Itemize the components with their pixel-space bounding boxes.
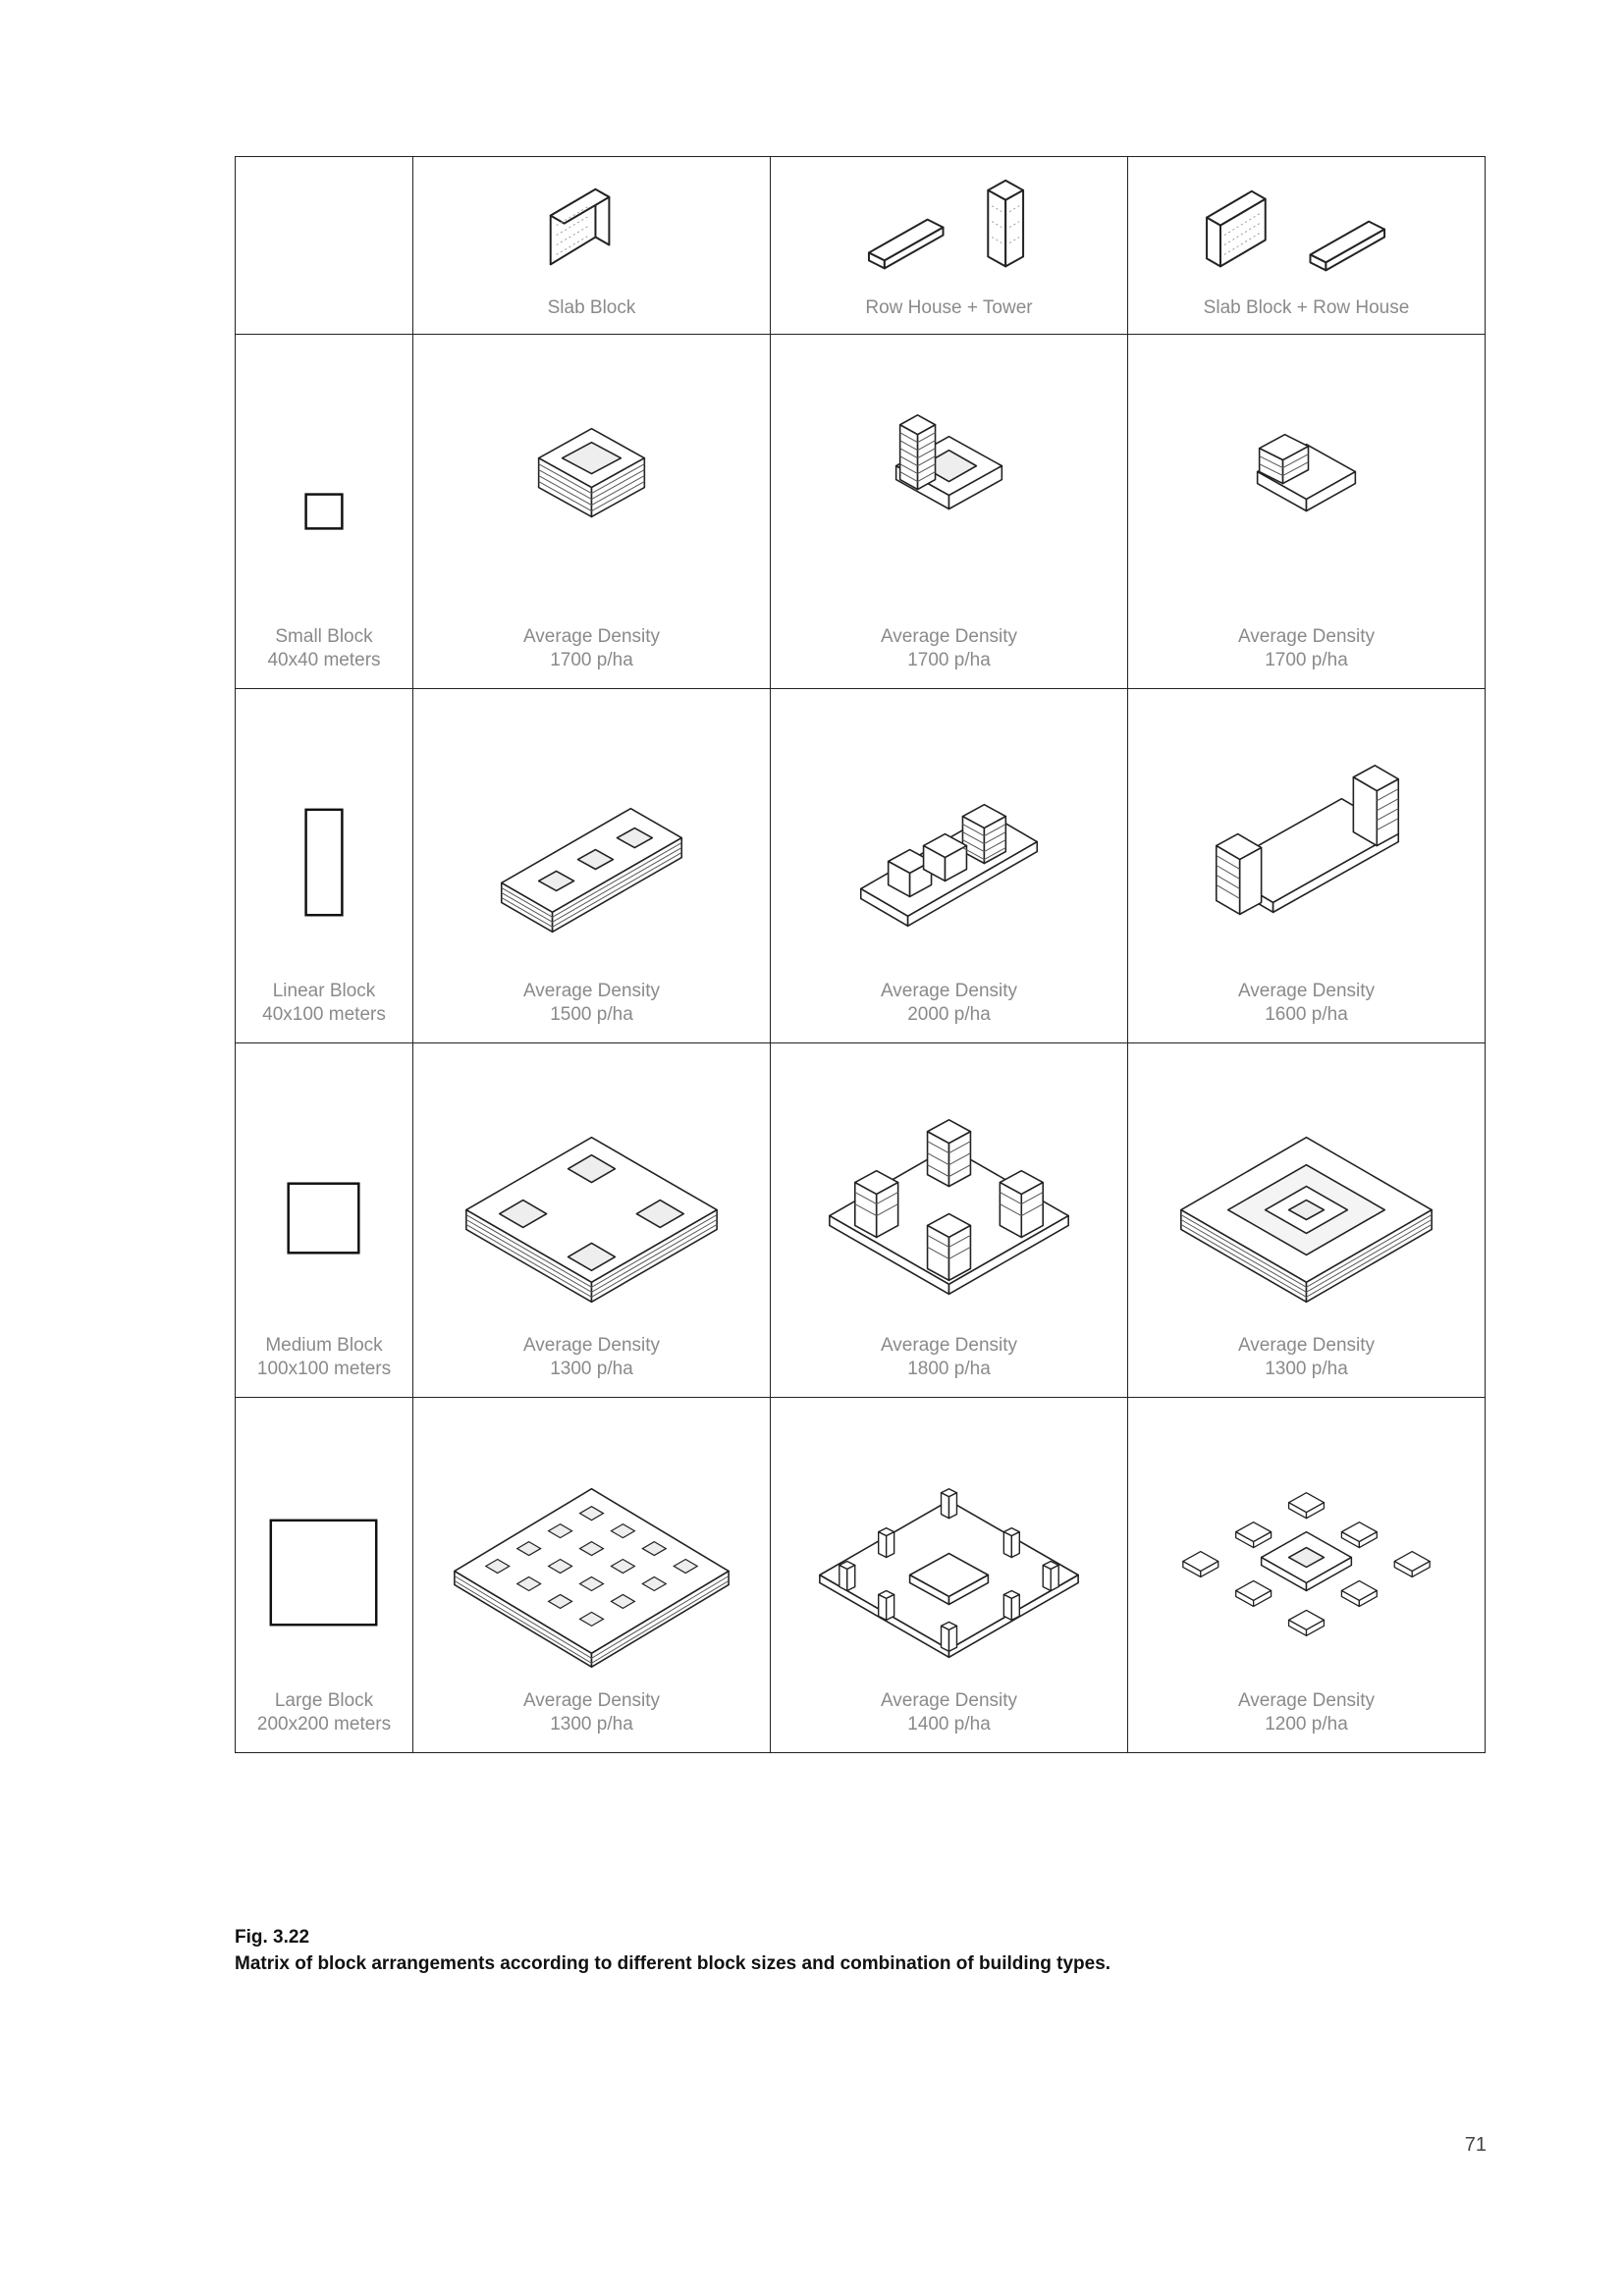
block-size: 100x100 meters: [256, 1359, 392, 1379]
cell-label: Average Density: [880, 1335, 1018, 1356]
density-value: 1700 p/ha: [550, 650, 633, 670]
figure-number: Fig. 3.22: [235, 1927, 310, 1948]
linear-slab-block-cell: [413, 689, 771, 1043]
block-size: 40x100 meters: [262, 1004, 386, 1025]
block-label: Small Block: [275, 626, 373, 647]
cell-label: Average Density: [1237, 981, 1376, 1001]
cell-label: Average Density: [1237, 1335, 1376, 1356]
density-value: 1700 p/ha: [1265, 650, 1348, 670]
density-value: 1700 p/ha: [907, 650, 991, 670]
medium-slab-row-house-cell: [1128, 1043, 1485, 1398]
cell-label: Average Density: [1237, 1690, 1376, 1711]
small-slab-block-cell: [413, 335, 771, 689]
row-linear-block: [236, 689, 413, 1043]
cell-label: Average Density: [522, 626, 661, 647]
block-label: Large Block: [274, 1690, 374, 1711]
page-number: 71: [1464, 2134, 1487, 2156]
density-value: 1400 p/ha: [907, 1714, 991, 1735]
cell-label: Average Density: [880, 981, 1018, 1001]
density-value: 1300 p/ha: [1265, 1359, 1348, 1379]
row-small-block: [236, 335, 413, 689]
block-size: 40x40 meters: [267, 650, 381, 670]
header-row-house-tower: [771, 157, 1128, 335]
small-slab-row-house-cell: [1128, 335, 1485, 689]
small-row-house-tower-cell: [771, 335, 1128, 689]
large-row-house-tower-cell: [771, 1398, 1128, 1752]
density-value: 1300 p/ha: [550, 1359, 633, 1379]
header-slab-row-house: [1128, 157, 1485, 335]
linear-slab-row-house-cell: [1128, 689, 1485, 1043]
cell-label: Average Density: [880, 626, 1018, 647]
block-size: 200x200 meters: [256, 1714, 392, 1735]
row-large-block: [236, 1398, 413, 1752]
cell-label: Average Density: [1237, 626, 1376, 647]
cell-label: Average Density: [522, 1335, 661, 1356]
medium-row-house-tower-cell: [771, 1043, 1128, 1398]
figure-caption: [235, 1924, 1110, 1977]
large-slab-row-house-cell: [1128, 1398, 1485, 1752]
cell-label: Average Density: [522, 981, 661, 1001]
column-label: Slab Block + Row House: [1203, 297, 1410, 318]
density-value: 1800 p/ha: [907, 1359, 991, 1379]
header-slab-block: [413, 157, 771, 335]
block-label: Medium Block: [265, 1335, 383, 1356]
column-label: Row House + Tower: [865, 297, 1033, 318]
medium-slab-block-cell: [413, 1043, 771, 1398]
density-value: 2000 p/ha: [907, 1004, 991, 1025]
density-value: 1300 p/ha: [550, 1714, 633, 1735]
density-value: 1500 p/ha: [550, 1004, 633, 1025]
density-value: 1600 p/ha: [1265, 1004, 1348, 1025]
block-label: Linear Block: [272, 981, 376, 1001]
cell-label: Average Density: [880, 1690, 1018, 1711]
block-matrix: [235, 156, 1486, 1753]
row-medium-block: [236, 1043, 413, 1398]
density-value: 1200 p/ha: [1265, 1714, 1348, 1735]
figure-caption-text: Matrix of block arrangements according to different block sizes and combination of building types.: [235, 1953, 1111, 1974]
cell-label: Average Density: [522, 1690, 661, 1711]
linear-row-house-tower-cell: [771, 689, 1128, 1043]
column-label: Slab Block: [547, 297, 636, 318]
matrix-corner-cell: [236, 157, 413, 335]
large-slab-block-cell: [413, 1398, 771, 1752]
